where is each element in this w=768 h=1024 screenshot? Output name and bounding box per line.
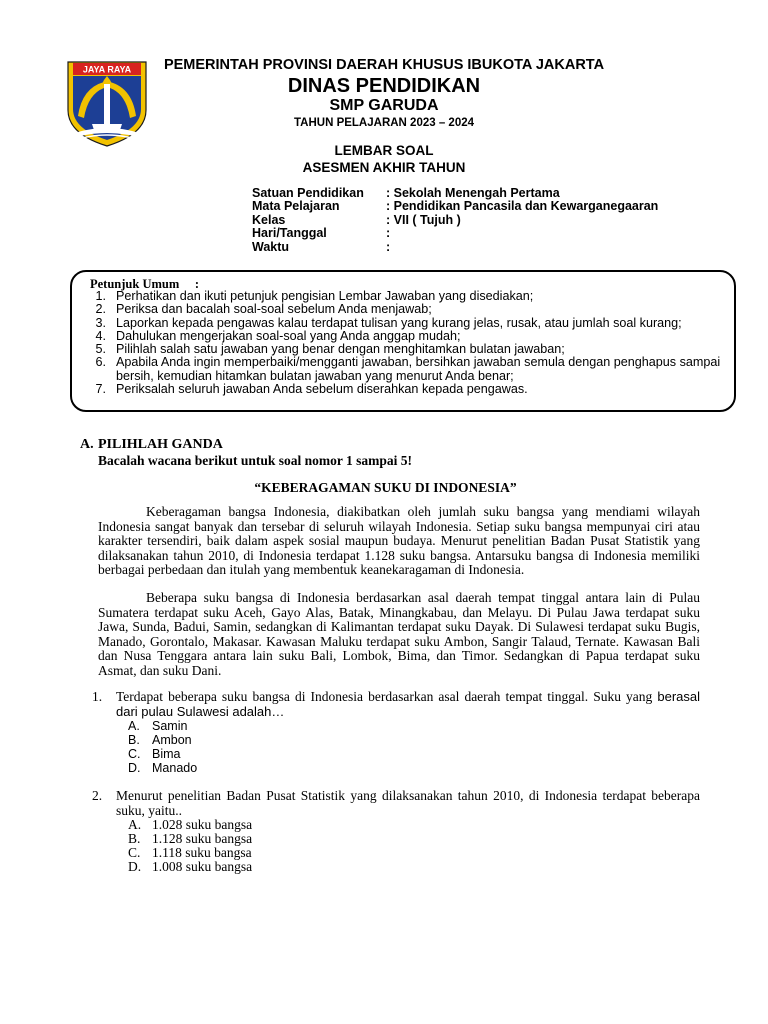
info-label: Hari/Tanggal xyxy=(252,226,327,241)
question-2 xyxy=(92,789,700,874)
info-row xyxy=(252,227,658,240)
instruction-text: Periksa dan bacalah soal-soal sebelum Anda menjawab; xyxy=(116,302,432,317)
question-text: Menurut penelitian Badan Pusat Statistik yang dilaksanakan tahun 2010, di Indonesia terdapat beberapa suku, yaitu.. xyxy=(116,788,700,818)
instructions-title: Petunjuk Umum : xyxy=(90,277,200,291)
section-title: PILIHLAH GANDA xyxy=(98,437,223,452)
info-row xyxy=(252,187,658,200)
instructions-list xyxy=(90,290,722,396)
answer-option[interactable] xyxy=(128,747,700,761)
info-value: : Sekolah Menengah Pertama xyxy=(386,186,560,200)
question-1 xyxy=(92,690,700,775)
info-value: : xyxy=(386,239,391,254)
option-letter: C. xyxy=(128,747,141,762)
option-letter: A. xyxy=(128,817,142,833)
document-subtitle: ASESMEN AKHIR TAHUN xyxy=(302,160,466,175)
option-letter: A. xyxy=(128,719,140,734)
option-letter: C. xyxy=(128,845,141,861)
answer-option[interactable] xyxy=(128,832,700,846)
government-name: PEMERINTAH PROVINSI DAERAH KHUSUS IBUKOTA JAKARTA xyxy=(163,57,605,73)
question-text xyxy=(116,690,700,719)
answer-options xyxy=(128,719,700,775)
info-row xyxy=(252,214,658,227)
option-text: Samin xyxy=(152,719,188,734)
department-name: DINAS PENDIDIKAN xyxy=(287,75,481,97)
answer-option[interactable] xyxy=(128,860,700,874)
info-value: : xyxy=(386,226,391,241)
answer-option[interactable] xyxy=(128,818,700,832)
list-item: 4. Dahulukan mengerjakan soal-soal yang Anda anggap mudah; xyxy=(95,328,461,343)
info-value: : Pendidikan Pancasila dan Kewarganegaaran xyxy=(386,199,659,214)
list-item: 3. Laporkan kepada pengawas kalau terdapat tulisan yang kurang jelas, rusak, atau jumlah soal kurang; xyxy=(95,315,682,330)
instruction-text: Dahulukan mengerjakan soal-soal yang Anda anggap mudah; xyxy=(116,328,461,343)
section-instruction: Bacalah wacana berikut untuk soal nomor 1 sampai 5! xyxy=(98,453,413,468)
info-label: Satuan Pendidikan xyxy=(252,186,364,200)
info-row xyxy=(252,200,658,213)
info-label: Kelas xyxy=(252,212,286,227)
jakarta-emblem-logo xyxy=(64,58,150,148)
option-text: 1.008 suku bangsa xyxy=(152,859,253,875)
exam-info xyxy=(252,187,658,254)
option-text: Ambon xyxy=(152,733,192,748)
instruction-text: Apabila Anda ingin memperbaiki/mengganti jawaban, bersihkan jawaban semula dengan penghapus sampai bersih, kemudian hitamkan bulatan jawaban yang menurut Anda benar; xyxy=(116,355,721,383)
question-text-part: berasal dari pulau Sulawesi adalah… xyxy=(116,689,700,719)
section-heading xyxy=(80,437,223,453)
info-label: Waktu xyxy=(252,239,290,254)
answer-option[interactable] xyxy=(128,846,700,860)
instruction-text: Periksalah seluruh jawaban Anda sebelum diserahkan kepada pengawas. xyxy=(116,382,528,397)
list-item: 6. Apabila Anda ingin memperbaiki/mengganti jawaban, bersihkan jawaban semula dengan penghapus sampai bersih, kemudian hitamkan bulatan jawaban yang menurut Anda benar; xyxy=(95,355,721,383)
option-text: Manado xyxy=(152,761,198,776)
answer-option[interactable] xyxy=(128,761,700,775)
question-number: 2. xyxy=(92,788,103,803)
instruction-text: Perhatikan dan ikuti petunjuk pengisian Lembar Jawaban yang disediakan; xyxy=(116,289,534,303)
answer-option[interactable] xyxy=(128,719,700,733)
passage-paragraph-2: Beberapa suku bangsa di Indonesia berdasarkan asal daerah tempat tinggal antara lain di Pulau Sumatera terdapat suku Aceh, Gayo Alas, Batak, Minangkabau, dan Melayu. Di Pulau Jawa terdapat suku Jawa, Sunda, Badui, Samin, sedangkan di Kalimantan terdapat suku Dayak. Di Sulawesi terdapat suku Bugis, Manado, Gorontalo, Makasar. Kawasan Maluku terdapat suku Ambon, Sangir Talaud, Ternate. Kawasan Bali dan Nusa Tenggara antara lain suku Bali, Lombok, Bima, dan Timor. Sedangkan di Papua terdapat suku Asmat, dan suku Dani. xyxy=(98,590,700,678)
instruction-text: Pilihlah salah satu jawaban yang benar dengan menghitamkan bulatan jawaban; xyxy=(116,342,565,357)
question-text-part: Terdapat beberapa suku bangsa di Indonesia berdasarkan asal daerah tempat tinggal. Suku yang xyxy=(116,689,658,704)
info-value: : VII ( Tujuh ) xyxy=(386,212,461,227)
question-number: 1. xyxy=(92,689,103,704)
list-item: 1. Perhatikan dan ikuti petunjuk pengisian Lembar Jawaban yang disediakan; xyxy=(95,289,534,303)
list-item: 5. Pilihlah salah satu jawaban yang benar dengan menghitamkan bulatan jawaban; xyxy=(95,342,565,357)
academic-year: TAHUN PELAJARAN 2023 – 2024 xyxy=(293,117,475,129)
document-title: LEMBAR SOAL xyxy=(334,143,434,158)
option-text: 1.118 suku bangsa xyxy=(152,845,252,861)
school-name: SMP GARUDA xyxy=(329,97,439,114)
answer-options xyxy=(128,818,700,874)
option-letter: B. xyxy=(128,831,141,847)
info-label: Mata Pelajaran xyxy=(252,199,340,214)
option-text: Bima xyxy=(152,747,181,762)
logo-text: JAYA RAYA xyxy=(82,64,132,75)
option-letter: D. xyxy=(128,761,141,776)
option-letter: D. xyxy=(128,859,142,875)
answer-option[interactable] xyxy=(128,733,700,747)
passage-title: “KEBERAGAMAN SUKU DI INDONESIA” xyxy=(254,480,517,495)
option-letter: B. xyxy=(128,733,140,748)
info-row xyxy=(252,241,658,254)
section-letter: A. xyxy=(80,437,94,452)
option-text: 1.028 suku bangsa xyxy=(152,817,253,833)
passage-paragraph-1: Keberagaman bangsa Indonesia, diakibatkan oleh jumlah suku bangsa yang mendiami wilayah Indonesia sangat banyak dan tersebar di seluruh wilayah Indonesia. Setiap suku bangsa mempunyai ciri atau karakter tersendiri, baik dalam aspek sosial maupun budaya. Menurut penelitian Badan Pusat Statistik yang dilaksanakan tahun 2010, di Indonesia terdapat 1.128 suku bangsa. Antarsuku bangsa di Indonesia memiliki berbagai perbedaan dan itulah yang membentuk keanekaragaman di Indonesia. xyxy=(98,504,700,578)
list-item: 7. Periksalah seluruh jawaban Anda sebelum diserahkan kepada pengawas. xyxy=(95,382,528,397)
list-item: 2. Periksa dan bacalah soal-soal sebelum Anda menjawab; xyxy=(95,302,432,317)
instruction-text: Laporkan kepada pengawas kalau terdapat tulisan yang kurang jelas, rusak, atau jumlah soal kurang; xyxy=(116,315,682,330)
option-text: 1.128 suku bangsa xyxy=(152,831,253,847)
